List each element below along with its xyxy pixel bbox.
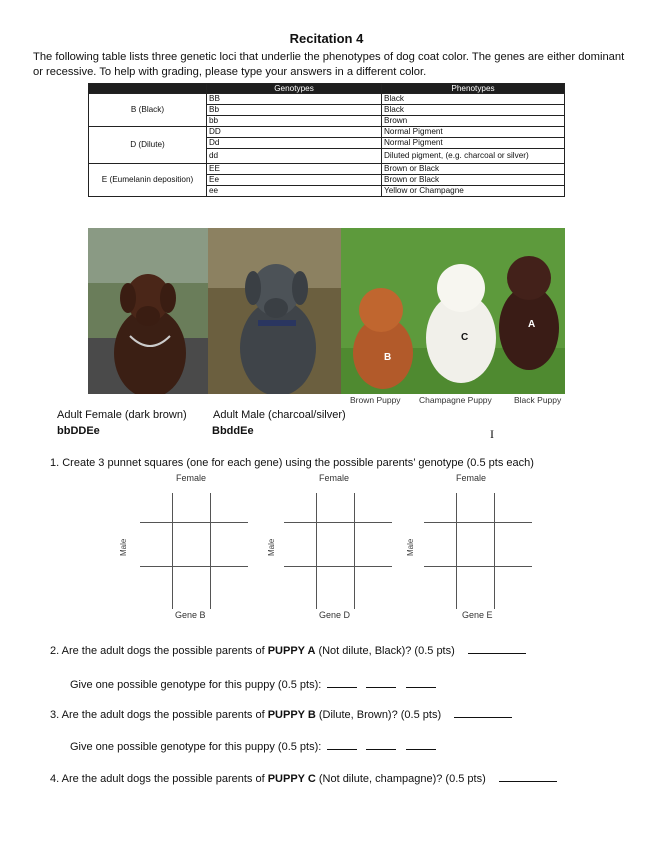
phenotype-cell: Normal Pigment [382, 127, 565, 138]
genotype-cell: Ee [207, 175, 382, 186]
female-label: Female [456, 473, 487, 483]
header-phenotypes: Phenotypes [382, 84, 565, 94]
q2-sub-text: Give one possible genotype for this puppy (0.5 pts): [70, 679, 322, 691]
q2-answer-blank[interactable] [468, 643, 526, 654]
genotype-cell: Dd [207, 138, 382, 149]
male-label: Male [119, 538, 128, 556]
gene-b-label: Gene B [175, 610, 206, 620]
text-cursor-icon: I [490, 427, 494, 441]
question-3-sub [70, 739, 436, 753]
q2-pre: 2. Are the adult dogs the possible parents of [50, 645, 268, 657]
male-label: Male [267, 538, 276, 556]
male-caption: Adult Male (charcoal/silver) [213, 409, 346, 421]
male-label: Male [406, 538, 415, 556]
genotype-cell: EE [207, 164, 382, 175]
q4-post: (Not dilute, champagne)? (0.5 pts) [315, 773, 486, 785]
gene-e-label: Gene E [462, 610, 493, 620]
puppy-label-c: C [461, 332, 469, 343]
q3-genotype-blank-1[interactable] [327, 739, 357, 750]
q2-genotype-blank-1[interactable] [327, 677, 357, 688]
genotype-cell: ee [207, 186, 382, 197]
puppy-label-a: A [528, 319, 536, 330]
q2-genotype-blank-3[interactable] [406, 677, 436, 688]
q4-answer-blank[interactable] [499, 771, 557, 782]
female-label: Female [319, 473, 350, 483]
genotype-cell: dd [207, 149, 382, 164]
female-label: Female [176, 473, 207, 483]
locus-b: B (Black) [89, 94, 207, 127]
phenotype-cell: Black [382, 94, 565, 105]
male-genotype: BbddEe [212, 425, 254, 437]
question-4 [50, 771, 557, 785]
phenotype-cell: Diluted pigment, (e.g. charcoal or silver) [382, 149, 565, 164]
q3-sub-text: Give one possible genotype for this puppy (0.5 pts): [70, 741, 322, 753]
locus-e: E (Eumelanin deposition) [89, 164, 207, 197]
question-2-sub [70, 677, 436, 691]
header-genotypes: Genotypes [207, 84, 382, 94]
phenotype-cell: Black [382, 105, 565, 116]
q4-pre: 4. Are the adult dogs the possible parents of [50, 773, 268, 785]
female-caption: Adult Female (dark brown) [57, 409, 187, 421]
q2-bold: PUPPY A [267, 645, 316, 657]
q4-bold: PUPPY C [267, 773, 316, 785]
q3-post: (Dilute, Brown)? (0.5 pts) [315, 709, 442, 721]
genotype-cell: bb [207, 116, 382, 127]
phenotype-cell: Brown [382, 116, 565, 127]
intro-paragraph: The following table lists three genetic loci that underlie the phenotypes of dog coat color. The genes are either dominant or recessive. To help with grading, please type your answers in a different color. [33, 51, 625, 78]
puppy-caption-brown: Brown Puppy [350, 395, 401, 405]
phenotype-cell: Yellow or Champagne [382, 186, 565, 197]
genotype-cell: BB [207, 94, 382, 105]
female-genotype: bbDDEe [57, 425, 100, 437]
q3-answer-blank[interactable] [454, 707, 512, 718]
q3-genotype-blank-2[interactable] [366, 739, 396, 750]
question-1: 1. Create 3 punnet squares (one for each gene) using the possible parents’ genotype (0.5 pts each) [50, 457, 534, 469]
gene-d-label: Gene D [319, 610, 351, 620]
question-2 [50, 643, 526, 657]
phenotype-cell: Brown or Black [382, 175, 565, 186]
q3-pre: 3. Are the adult dogs the possible parents of [50, 709, 268, 721]
phenotype-cell: Normal Pigment [382, 138, 565, 149]
q3-genotype-blank-3[interactable] [406, 739, 436, 750]
puppy-label-b: B [384, 352, 392, 363]
phenotype-cell: Brown or Black [382, 164, 565, 175]
genotype-cell: DD [207, 127, 382, 138]
puppy-caption-champagne: Champagne Puppy [419, 395, 492, 405]
q2-genotype-blank-2[interactable] [366, 677, 396, 688]
q3-bold: PUPPY B [267, 709, 316, 721]
genotype-cell: Bb [207, 105, 382, 116]
locus-d: D (Dilute) [89, 127, 207, 164]
question-3 [50, 707, 512, 721]
q2-post: (Not dilute, Black)? (0.5 pts) [315, 645, 455, 657]
page-title: Recitation 4 [289, 31, 364, 46]
puppy-caption-black: Black Puppy [514, 395, 562, 405]
